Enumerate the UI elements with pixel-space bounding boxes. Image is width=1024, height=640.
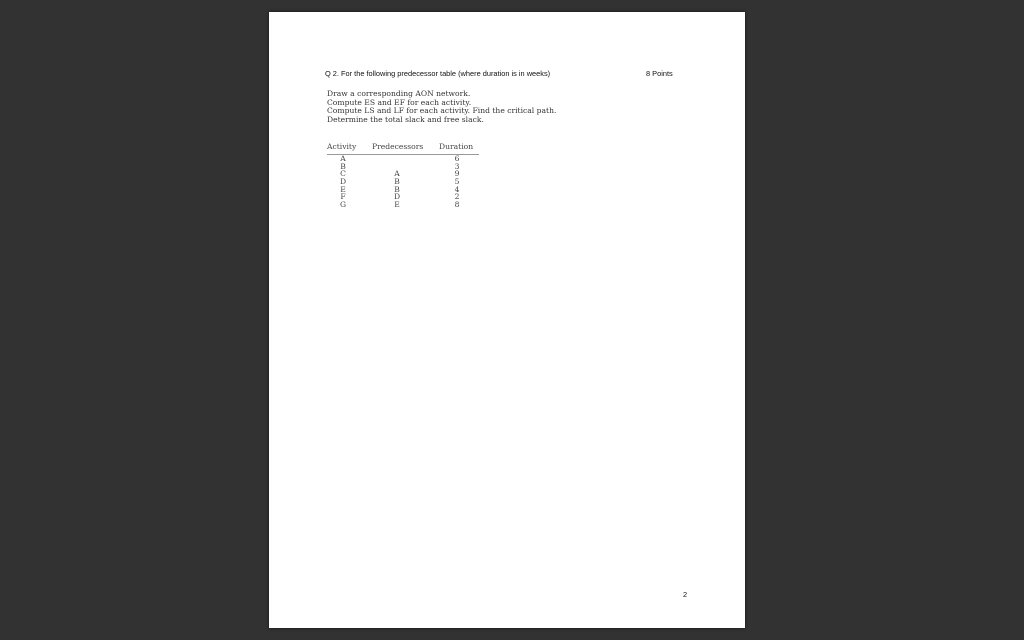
instruction-line: Determine the total slack and free slack. — [327, 114, 484, 124]
points-label: 8 Points — [646, 69, 673, 78]
predecessor-table — [327, 142, 479, 209]
instructions-list — [327, 90, 556, 124]
instruction-line: Compute ES and EF for each activity. — [327, 97, 472, 107]
cell-predecessors: B — [394, 184, 400, 194]
cell-activity: A — [340, 154, 346, 163]
table-row — [327, 201, 479, 209]
cell-activity: E — [340, 184, 346, 194]
instruction-line: Compute LS and LF for each activity. Find the critical path. — [327, 106, 557, 116]
cell-duration: 5 — [454, 177, 460, 187]
cell-activity: F — [340, 192, 346, 202]
document-page — [269, 12, 745, 628]
cell-duration: 4 — [454, 184, 460, 194]
cell-activity: B — [340, 161, 346, 171]
cell-activity: G — [339, 200, 347, 210]
cell-duration: 3 — [454, 161, 460, 171]
cell-predecessors: D — [393, 192, 401, 202]
instruction-line: Draw a corresponding AON network. — [327, 89, 471, 98]
header-duration: Duration — [439, 142, 474, 151]
cell-activity: D — [339, 177, 347, 187]
cell-activity: C — [340, 169, 346, 179]
cell-duration: 9 — [454, 169, 460, 179]
cell-duration: 6 — [454, 154, 460, 163]
header-predecessors: Predecessors — [372, 142, 424, 151]
table-body — [327, 155, 479, 209]
cell-duration: 8 — [454, 200, 460, 210]
cell-predecessors: A — [394, 169, 400, 179]
cell-predecessors: E — [394, 200, 400, 210]
header-activity: Activity — [327, 142, 357, 151]
cell-duration: 2 — [454, 192, 460, 202]
cell-predecessors: B — [394, 177, 400, 187]
question-heading: Q 2. For the following predecessor table (where duration is in weeks) — [325, 69, 551, 78]
page-number: 2 — [683, 590, 688, 599]
